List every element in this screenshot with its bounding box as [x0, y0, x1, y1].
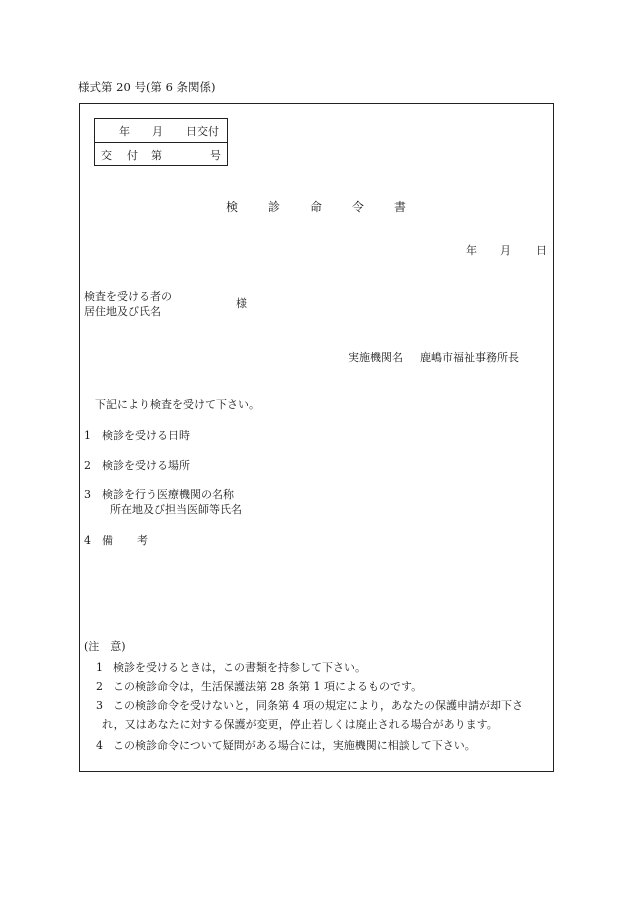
issue-month: 月	[152, 125, 163, 138]
date-day: 日	[536, 244, 547, 257]
title-char-3: 命	[310, 200, 323, 214]
title-char-2: 診	[268, 200, 281, 214]
note-2-text: この検診命令は，生活保護法第 28 条第 1 項によるものです。	[113, 680, 423, 693]
note-3-number: 3	[96, 699, 103, 712]
item-3-number: 3	[84, 488, 91, 501]
note-3-text-line2: れ，又はあなたに対する保護が変更，停止若しくは廃止される場合があります。	[102, 718, 498, 731]
item-4-text-b: 考	[137, 534, 148, 547]
item-3-text-line1: 検診を行う医療機関の名称	[102, 488, 234, 501]
item-1-text: 検診を受ける日時	[102, 429, 190, 442]
instruction-text: 下記により検査を受けて下さい。	[95, 398, 260, 411]
title-char-5: 書	[394, 200, 407, 214]
issue-label-3: 第	[151, 149, 162, 162]
recipient-label-line1: 検査を受ける者の	[84, 290, 172, 303]
note-4-number: 4	[96, 739, 103, 752]
note-1-text: 検診を受けるときは，この書類を持参して下さい。	[113, 661, 366, 674]
recipient-honorific: 様	[236, 297, 247, 310]
item-4-number: 4	[84, 534, 91, 547]
item-3-text-line2: 所在地及び担当医師等氏名	[110, 503, 242, 516]
issue-box-divider	[95, 142, 227, 143]
issue-label-4: 号	[210, 149, 221, 162]
issue-year: 年	[119, 125, 130, 138]
form-number: 様式第 20 号(第 6 条関係)	[78, 80, 216, 94]
notes-heading: (注 意)	[84, 640, 126, 653]
note-3-text-line1: この検診命令を受けないと，同条第 4 項の規定により，あなたの保護申請が却下さ	[113, 699, 523, 712]
item-2-number: 2	[84, 459, 91, 472]
issuer-label: 実施機関名	[348, 351, 403, 364]
title-char-1: 検	[226, 200, 239, 214]
note-1-number: 1	[96, 661, 103, 674]
item-4-text-a: 備	[102, 534, 113, 547]
recipient-label-line2: 居住地及び氏名	[84, 305, 161, 318]
note-4-text: この検診命令について疑問がある場合には，実施機関に相談して下さい。	[113, 739, 476, 752]
title-char-4: 令	[352, 200, 365, 214]
issue-day-issued: 日交付	[186, 125, 219, 138]
item-1-number: 1	[84, 429, 91, 442]
issue-label-1: 交	[101, 149, 112, 162]
date-month: 月	[500, 244, 511, 257]
date-year: 年	[466, 244, 477, 257]
issuer-name: 鹿嶋市福祉事務所長	[420, 351, 519, 364]
item-2-text: 検診を受ける場所	[102, 459, 190, 472]
note-2-number: 2	[96, 680, 103, 693]
issue-label-2: 付	[127, 149, 138, 162]
